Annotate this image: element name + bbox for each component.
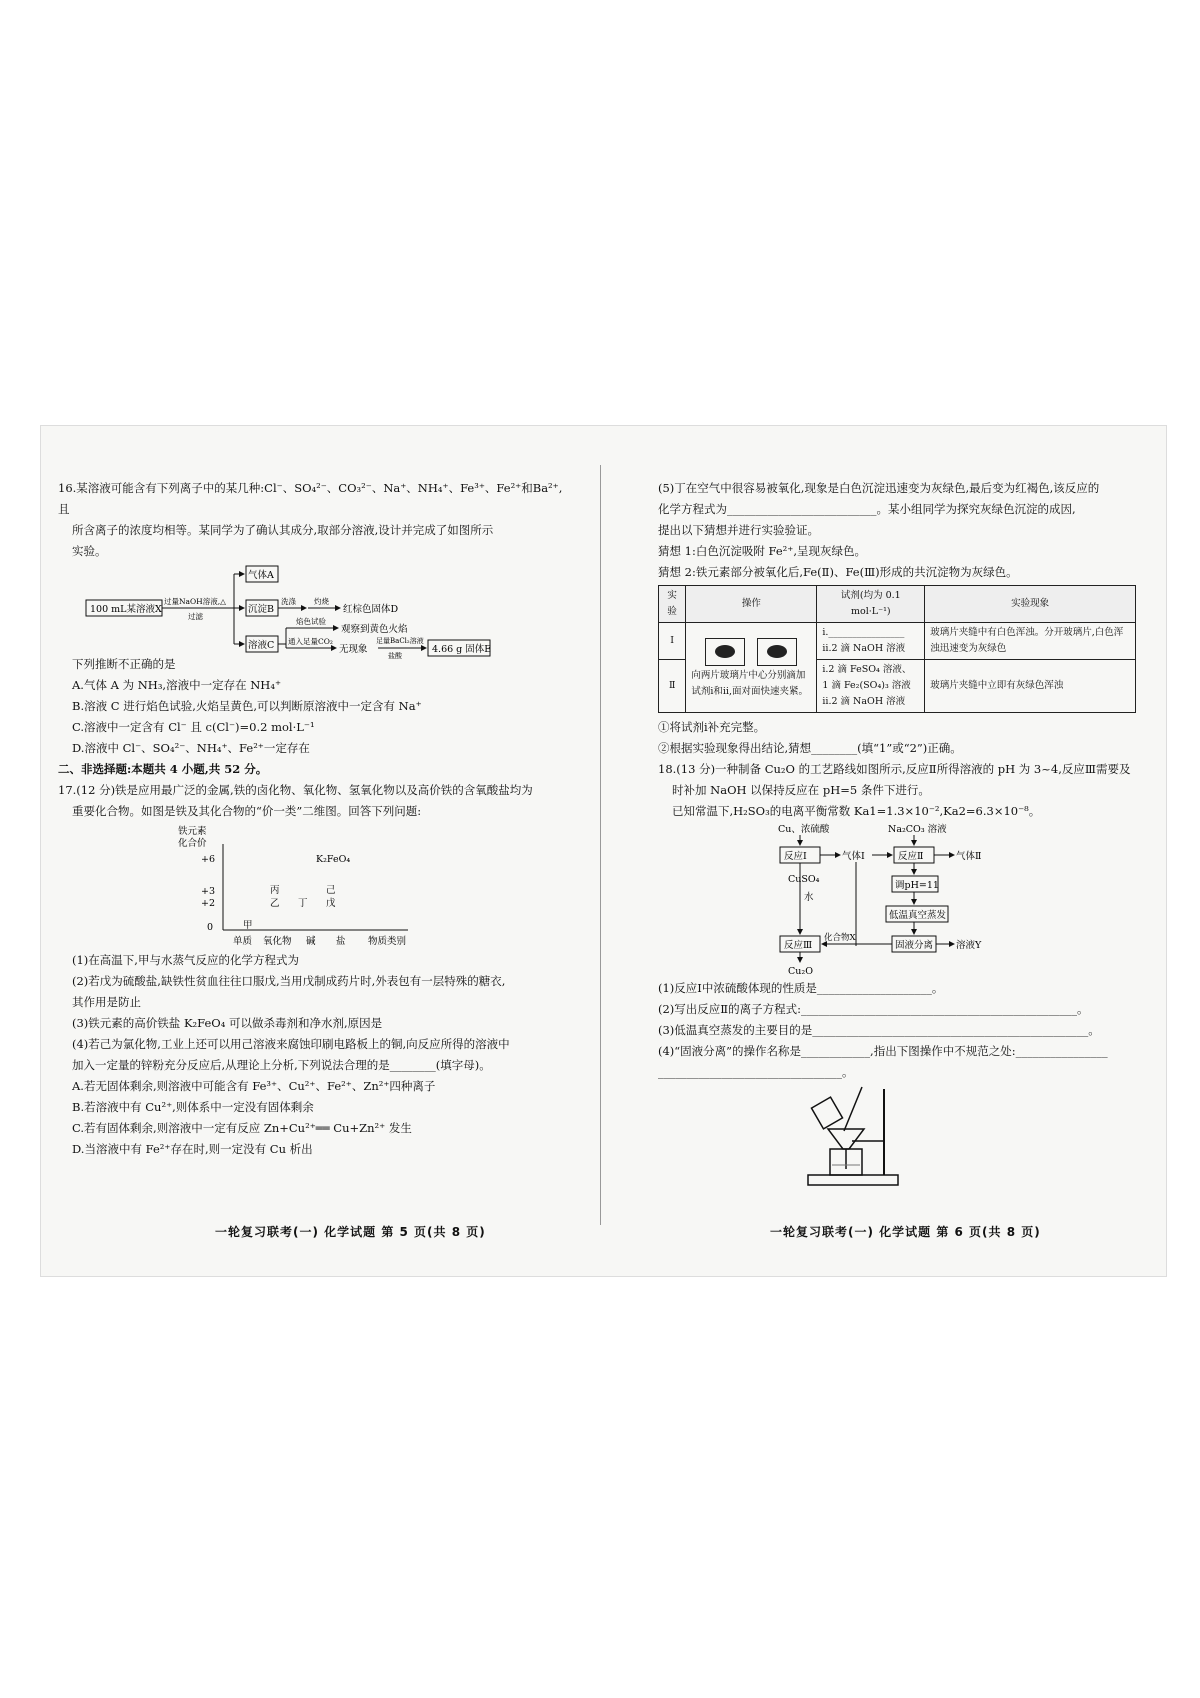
reagent-2b: 1 滴 Fe₂(SO₄)₃ 溶液	[822, 680, 911, 691]
experiment-table	[658, 585, 1136, 713]
right-page	[658, 478, 1168, 1193]
q18-question: (4)“固液分离”的操作名称是____________,指出下图操作中不规范之处:________________	[658, 1044, 1108, 1058]
point-bing: 丙	[270, 885, 280, 896]
flow-sep: 固液分离	[895, 940, 934, 951]
table-header: 试剂(均为 0.1 mol·L⁻¹)	[817, 586, 925, 623]
q18-stem-line: 已知常温下,H₂SO₃的电离平衡常数 Ka1=1.3×10⁻²,Ka2=6.3×10⁻⁸。	[672, 804, 1041, 818]
filtration-apparatus-figure	[658, 1083, 1168, 1193]
flow-flame-test: 焰色试验	[296, 617, 326, 626]
x-axis-label: 物质类别	[368, 936, 407, 947]
flow-cuso4: CuSO₄	[788, 874, 820, 885]
flow-flame-result: 观察到黄色火焰	[341, 624, 408, 635]
valence-class-chart	[58, 822, 563, 950]
flow-precip-b: 沉淀B	[248, 604, 274, 615]
row-id: Ⅱ	[659, 660, 686, 713]
q18-stem-line: 时补加 NaOH 以保持反应在 pH=5 条件下进行。	[672, 783, 930, 797]
glass-slides-icon	[691, 636, 811, 668]
y-tick-plus6: +6	[201, 854, 216, 865]
flow-solution-y: 溶液Y	[956, 940, 982, 951]
section-2-title: 二、非选择题:本题共 4 小题,共 52 分。	[58, 762, 268, 776]
y-tick-plus3: +3	[201, 886, 216, 897]
table-header: 实验	[659, 586, 686, 623]
q16-option-d: D.溶液中 Cl⁻、SO₄²⁻、NH₄⁺、Fe²⁺一定存在	[72, 741, 310, 755]
x-tick-salt: 盐	[336, 936, 346, 947]
flow-co2: 通入足量CO₂	[288, 637, 333, 646]
q16-option-a: A.气体 A 为 NH₃,溶液中一定存在 NH₄⁺	[72, 678, 282, 692]
flow-no-change: 无现象	[339, 644, 368, 655]
x-tick-base: 碱	[306, 936, 316, 947]
flow-solid-e: 4.66 g 固体E	[432, 644, 492, 655]
q17-stem-line: 17.(12 分)铁是应用最广泛的金属,铁的卤化物、氧化物、氢氧化物以及高价铁的含氧酸盐均为	[58, 783, 533, 797]
q16-stem-line: 16.某溶液可能含有下列离子中的某几种:Cl⁻、SO₄²⁻、CO₃²⁻、Na⁺、NH₄⁺、Fe³⁺、Fe²⁺和Ba²⁺,且	[58, 481, 563, 516]
q17-stem-line: 重要化合物。如图是铁及其化合物的“价一类”二维图。回答下列问题:	[72, 804, 422, 818]
point-ji: 己	[326, 885, 336, 896]
q17-5-after: ②根据实验现象得出结论,猜想________(填“1”或“2”)正确。	[658, 741, 962, 755]
table-header: 实验现象	[925, 586, 1136, 623]
flow-r1: 反应Ⅰ	[784, 851, 807, 862]
flow-cu2o: Cu₂O	[788, 966, 813, 977]
q17-5-line: 化学方程式为__________________________。某小组同学为探究灰绿色沉淀的成因,	[658, 502, 1076, 516]
q17-5-line: 猜想 1:白色沉淀吸附 Fe²⁺,呈现灰绿色。	[658, 544, 866, 558]
q18-question: (2)写出反应Ⅱ的离子方程式:________________________________________________。	[658, 1002, 1089, 1016]
chart-ylabel-1: 铁元素	[178, 826, 207, 837]
flow-solution-c: 溶液C	[248, 640, 275, 651]
flow-red-solid: 红棕色固体D	[343, 604, 399, 615]
flow-gas1: 气体Ⅰ	[842, 851, 865, 862]
left-footer: 一轮复习联考(一) 化学试题 第 5 页(共 8 页)	[215, 1225, 486, 1239]
right-footer: 一轮复习联考(一) 化学试题 第 6 页(共 8 页)	[770, 1225, 1041, 1239]
q17-question: (3)铁元素的高价铁盐 K₂FeO₄ 可以做杀毒剂和净水剂,原因是	[72, 1016, 383, 1030]
flow-bacl2-bottom: 盐酸	[388, 652, 402, 660]
q16-option-c: C.溶液中一定含有 Cl⁻ 且 c(Cl⁻)=0.2 mol·L⁻¹	[72, 720, 315, 734]
flow-burn: 灼烧	[314, 597, 329, 606]
q17-question: (4)若己为氯化物,工业上还可以用己溶液来腐蚀印刷电路板上的铜,向反应所得的溶液中	[72, 1037, 510, 1051]
q17-question: 其作用是防止	[72, 995, 141, 1009]
q18-question: (1)反应Ⅰ中浓硫酸体现的性质是____________________。	[658, 981, 944, 995]
q17-5-line: 猜想 2:铁元素部分被氧化后,Fe(Ⅱ)、Fe(Ⅲ)形成的共沉淀物为灰绿色。	[658, 565, 1018, 579]
phenomenon-1: 玻璃片夹缝中有白色浑浊。分开玻璃片,白色浑浊迅速变为灰绿色	[925, 623, 1136, 660]
chart-ylabel-2: 化合价	[178, 838, 207, 849]
q16-prompt: 下列推断不正确的是	[72, 657, 176, 671]
flow-gas-a: 气体A	[248, 570, 274, 581]
q17-5-line: 提出以下猜想并进行实验验证。	[658, 523, 819, 537]
point-wu: 戊	[326, 898, 336, 909]
q17-option-b: B.若溶液中有 Cu²⁺,则体系中一定没有固体剩余	[72, 1100, 314, 1114]
q16-flowchart	[58, 562, 563, 660]
reagent-2c: ⅱ.2 滴 NaOH 溶液	[822, 696, 906, 707]
q17-5-line: (5)丁在空气中很容易被氧化,现象是白色沉淀迅速变为灰绿色,最后变为红褐色,该反应的	[658, 481, 1100, 495]
y-tick-plus2: +2	[201, 898, 216, 909]
x-tick-element: 单质	[233, 936, 253, 947]
q17-question: (1)在高温下,甲与水蒸气反应的化学方程式为	[72, 953, 299, 967]
reagent-1b: ⅱ.2 滴 NaOH 溶液	[822, 643, 906, 654]
flow-bacl2-top: 足量BaCl₂溶液	[376, 637, 424, 645]
q17-5-after: ①将试剂ⅰ补充完整。	[658, 720, 766, 734]
flow-ph11: 调pH=11	[895, 880, 939, 891]
q18-question: ________________________________。	[658, 1065, 854, 1079]
q18-question: (3)低温真空蒸发的主要目的是________________________________________________。	[658, 1023, 1100, 1037]
flow-wash: 洗涤	[281, 597, 296, 606]
flow-r2: 反应Ⅱ	[898, 851, 924, 862]
flow-step1-bottom: 过滤	[188, 612, 203, 621]
reagent-1a: ⅰ.________________	[822, 627, 905, 638]
q16-option-b: B.溶液 C 进行焰色试验,火焰呈黄色,可以判断原溶液中一定含有 Na⁺	[72, 699, 422, 713]
x-tick-oxide: 氧化物	[263, 936, 292, 947]
flow-step1-top: 过量NaOH溶液,△	[164, 597, 226, 606]
operation-text: 向两片玻璃片中心分别滴加试剂ⅰ和ⅱ,面对面快速夹紧。	[691, 669, 809, 697]
q17-option-d: D.当溶液中有 Fe²⁺存在时,则一定没有 Cu 析出	[72, 1142, 313, 1156]
page-divider	[600, 465, 601, 1225]
left-page	[58, 478, 563, 1160]
q18-stem-line: 18.(13 分)一种制备 Cu₂O 的工艺路线如图所示,反应Ⅱ所得溶液的 pH 为 3~4,反应Ⅲ需要及	[658, 762, 1131, 776]
q16-stem-line: 所含离子的浓度均相等。某同学为了确认其成分,取部分溶液,设计并完成了如图所示	[72, 523, 494, 537]
q17-option-c: C.若有固体剩余,则溶液中一定有反应 Zn+Cu²⁺══ Cu+Zn²⁺ 发生	[72, 1121, 412, 1135]
cu2o-process-flow	[658, 822, 1168, 978]
q17-question: (2)若戊为硫酸盐,缺铁性贫血往往口服戊,当用戊制成药片时,外表包有一层特殊的糖衣,	[72, 974, 506, 988]
flow-start: 100 mL某溶液X	[90, 604, 162, 615]
flow-r3: 反应Ⅲ	[784, 940, 813, 951]
q17-question: 加入一定量的锌粉充分反应后,从理论上分析,下列说法合理的是________(填字母)。	[72, 1058, 491, 1072]
y-tick-0: 0	[207, 922, 214, 933]
flow-cu-acid: Cu、浓硫酸	[778, 824, 830, 835]
q16-stem-line: 实验。	[72, 544, 107, 558]
flow-gas2: 气体Ⅱ	[956, 851, 982, 862]
point-ding: 丁	[298, 898, 308, 909]
point-k2feo4: K₂FeO₄	[316, 854, 351, 865]
flow-compound-x: 化合物X	[824, 933, 856, 943]
flow-na2co3: Na₂CO₃ 溶液	[888, 824, 947, 835]
point-jia: 甲	[243, 920, 253, 931]
point-yi: 乙	[270, 898, 280, 909]
row-id: Ⅰ	[659, 623, 686, 660]
flow-evap: 低温真空蒸发	[889, 910, 947, 921]
q17-option-a: A.若无固体剩余,则溶液中可能含有 Fe³⁺、Cu²⁺、Fe²⁺、Zn²⁺四种离子	[72, 1079, 436, 1093]
table-header: 操作	[686, 586, 817, 623]
reagent-2a: ⅰ.2 滴 FeSO₄ 溶液、	[822, 664, 912, 675]
phenomenon-2: 玻璃片夹缝中立即有灰绿色浑浊	[925, 660, 1136, 713]
filtration-apparatus-icon	[658, 1083, 1168, 1193]
flow-water: 水	[804, 892, 814, 903]
